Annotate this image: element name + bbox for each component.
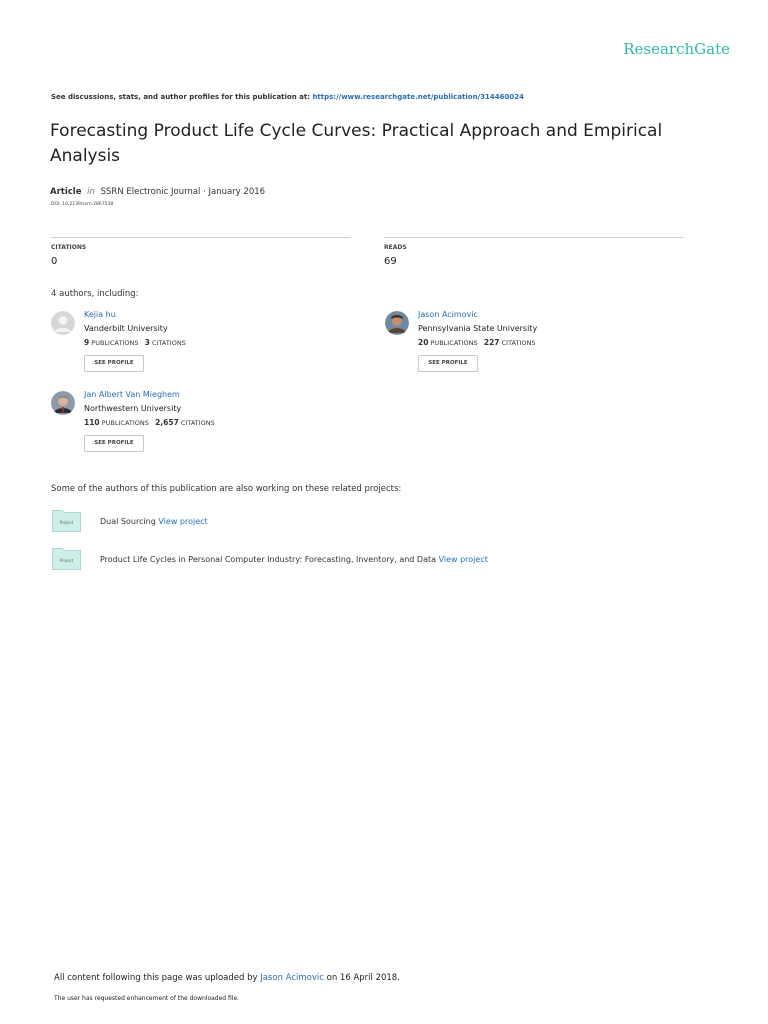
reads-label: READS [384, 244, 407, 251]
citations-label: CITATIONS [501, 339, 536, 347]
see-profile-button[interactable]: SEE PROFILE [418, 355, 478, 372]
view-project-link[interactable]: View project [438, 555, 488, 564]
author-counts [84, 418, 215, 427]
publications-label: PUBLICATIONS [91, 339, 139, 347]
author-counts [84, 338, 186, 347]
article-type: Article [50, 187, 82, 197]
citations-label: CITATIONS [51, 244, 87, 251]
divider-reads [384, 237, 684, 238]
reads-value: 69 [384, 256, 397, 267]
authors-heading: 4 authors, including: [51, 289, 139, 299]
in-label: in [87, 187, 95, 197]
author-name-link[interactable]: Jason Acimovic [418, 310, 478, 319]
discussion-line [51, 93, 524, 101]
citations-label: CITATIONS [151, 339, 186, 347]
author-name-link[interactable]: Kejia hu [84, 310, 116, 319]
avatar-photo[interactable] [385, 311, 409, 335]
citations-value: 0 [51, 256, 58, 267]
upload-suffix: on 16 April 2018. [323, 973, 400, 983]
project-icon-label: Project [59, 520, 74, 525]
publications-count: 20 [418, 338, 429, 347]
project-icon-label: Project [59, 558, 74, 563]
journal-info: SSRN Electronic Journal · January 2016 [100, 187, 266, 197]
citations-count: 227 [483, 338, 500, 347]
see-profile-button[interactable]: SEE PROFILE [84, 355, 144, 372]
doi: DOI: 10.2139/ssrn.2867538 [51, 202, 114, 207]
enhancement-note: The user has requested enhancement of the downloaded file. [54, 995, 240, 1002]
publications-label: PUBLICATIONS [101, 419, 149, 427]
publications-label: PUBLICATIONS [430, 339, 478, 347]
author-affiliation: Pennsylvania State University [418, 324, 538, 333]
publication-meta [50, 187, 265, 197]
citations-label: CITATIONS [180, 419, 215, 427]
view-project-link[interactable]: View project [158, 517, 208, 526]
project-icon [52, 548, 81, 570]
avatar-photo[interactable] [51, 391, 75, 415]
publication-title: Forecasting Product Life Cycle Curves: Practical Approach and Empirical Analysis [50, 121, 663, 166]
project-title: Dual Sourcing [100, 517, 156, 526]
avatar-placeholder[interactable] [51, 311, 75, 335]
publications-count: 110 [84, 418, 100, 427]
author-affiliation: Vanderbilt University [84, 324, 168, 333]
author-affiliation: Northwestern University [84, 404, 182, 413]
projects-heading: Some of the authors of this publication are also working on these related projects: [51, 484, 402, 494]
uploader-link[interactable]: Jason Acimovic [260, 973, 324, 983]
see-profile-button[interactable]: SEE PROFILE [84, 435, 144, 452]
researchgate-logo[interactable]: ResearchGate [623, 40, 730, 58]
upload-prefix: All content following this page was uploaded by [54, 973, 261, 983]
project-item [100, 517, 208, 526]
citations-count: 2,657 [155, 418, 179, 427]
divider-citations [51, 237, 351, 238]
project-item [100, 555, 488, 564]
project-title: Product Life Cycles in Personal Computer Industry: Forecasting, Inventory, and Data [100, 555, 437, 564]
author-name-link[interactable]: Jan Albert Van Mieghem [84, 390, 180, 399]
publication-url-link[interactable]: https://www.researchgate.net/publication/314460024 [312, 93, 524, 101]
discussion-text: See discussions, stats, and author profiles for this publication at: [51, 93, 313, 101]
publications-count: 9 [84, 338, 90, 347]
upload-note [54, 973, 400, 983]
project-icon [52, 510, 81, 532]
author-counts [418, 338, 535, 347]
citations-count: 3 [144, 338, 150, 347]
